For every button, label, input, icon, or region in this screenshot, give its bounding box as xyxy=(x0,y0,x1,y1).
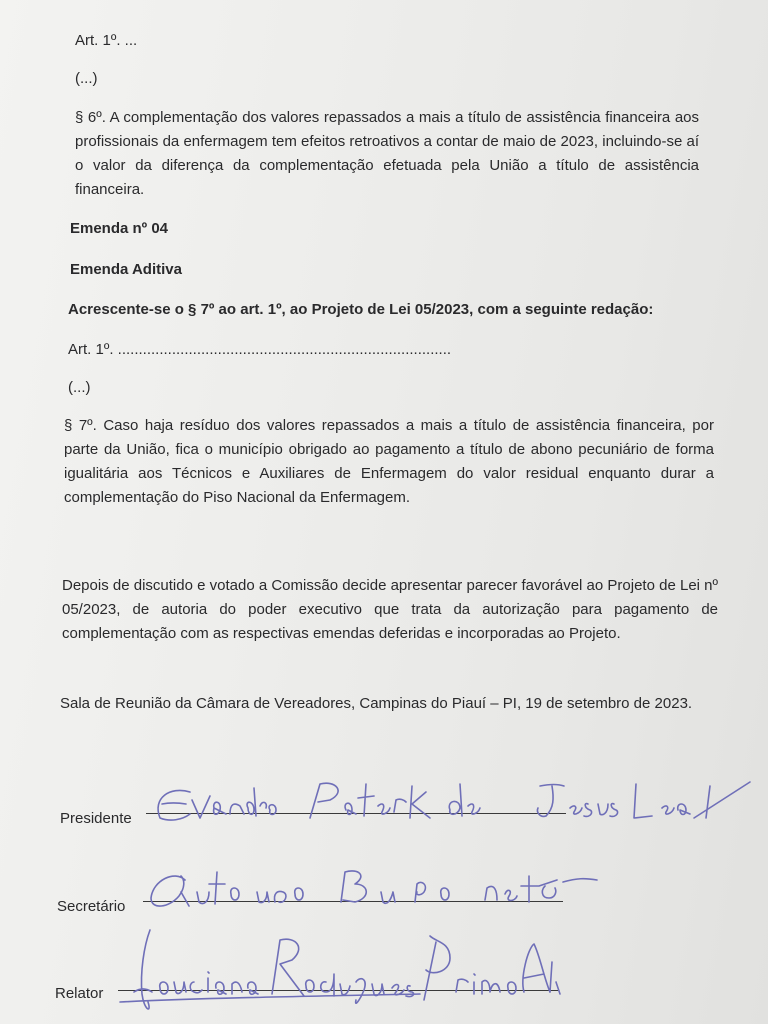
relator-signature xyxy=(120,922,560,1017)
conclusion-paragraph: Depois de discutido e votado a Comissão decide apresentar parecer favorável ao Projeto de Lei nº 05/2023, de autoria do poder executivo que trata da autorização para pagamento de complementação com as respectivas emendas deferidas e incorporadas ao Projeto. xyxy=(62,577,718,642)
relator-label: Relator xyxy=(55,985,104,1002)
art1-heading: Art. 1º. ... xyxy=(75,32,138,49)
paragraph-6: § 6º. A complementação dos valores repassados a mais a título de assistência financeira aos profissionais da enfermagem tem efeitos retroativos a contar de maio de 2023, incluindo-se aí o valor da diferença da complementação efetuada pela União a título de assistência financeira. xyxy=(75,109,699,198)
presidente-signature xyxy=(150,778,760,828)
ellipsis-marker: (...) xyxy=(75,70,98,87)
ellipsis-marker-2: (...) xyxy=(68,379,91,396)
paragraph-7: § 7º. Caso haja resíduo dos valores repassados a mais a título de assistência financeira, por parte da União, fica o município obrigado ao pagamento a título de abono pecuniário de forma igualitária aos Técnicos e Auxiliares de Enfermagem do valor residual enquanto durar a complementação do Piso Nacional da Enfermagem. xyxy=(64,417,714,506)
acrescente-clause: Acrescente-se o § 7º ao art. 1º, ao Projeto de Lei 05/2023, com a seguinte redação: xyxy=(68,301,654,318)
emenda-type: Emenda Aditiva xyxy=(70,261,182,278)
secretario-label: Secretário xyxy=(57,898,126,915)
secretario-signature xyxy=(145,862,605,917)
place-date: Sala de Reunião da Câmara de Vereadores, Campinas do Piauí – PI, 19 de setembro de 2023. xyxy=(60,695,693,712)
art1-dotted: Art. 1º. ................................................................................ xyxy=(68,341,452,358)
presidente-label: Presidente xyxy=(60,810,132,827)
emenda-number: Emenda nº 04 xyxy=(70,220,169,237)
